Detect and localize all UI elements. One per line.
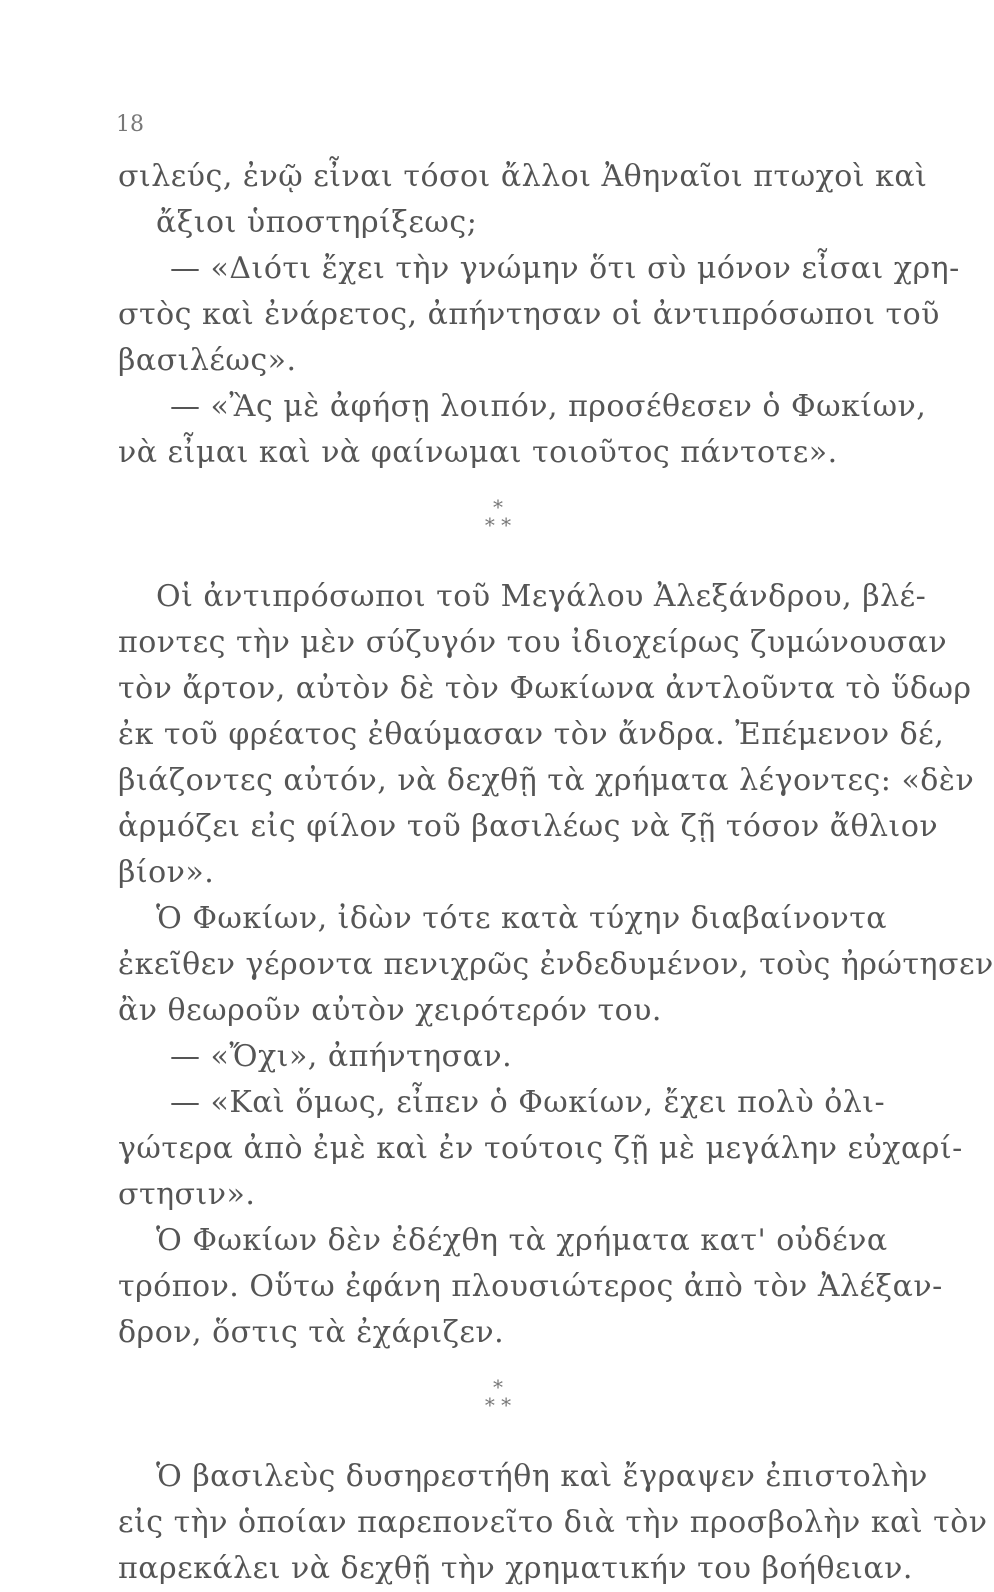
page-text [118,154,994,1592]
paragraph-block-1 [118,154,960,476]
text-line: — «Ἂς μὲ ἀφήσῃ λοιπόν, προσέθεσεν ὁ Φωκίων, [170,389,927,424]
text-line: στησιν». [118,1177,256,1212]
page-number: 18 [116,112,144,137]
text-line: Ὁ Φωκίων, ἰδὼν τότε κατὰ τύχην διαβαίνοντα [156,901,888,936]
text-line: ἐκ τοῦ φρέατος ἐθαύμασαν τὸν ἄνδρα. Ἐπέμενον δέ, [118,717,945,752]
text-line: σιλεύς, ἐνῷ εἶναι τόσοι ἄλλοι Ἀθηναῖοι πτωχοὶ καὶ [118,159,928,194]
text-line: — «Καὶ ὅμως, εἶπεν ὁ Φωκίων, ἔχει πολὺ ὀλι- [170,1085,886,1120]
asterisk-top: * [493,495,503,519]
asterisk-bottom: * * [484,1393,512,1417]
text-line: στὸς καὶ ἐνάρετος, ἀπήντησαν οἱ ἀντιπρόσωποι τοῦ [118,297,940,332]
text-line: βιάζοντες αὐτόν, νὰ δεχθῇ τὰ χρήματα λέγοντες: «δὲν [118,763,975,798]
section-separator [118,1375,878,1438]
paragraph-block-2 [118,574,994,1356]
text-line: ποντες τὴν μὲν σύζυγόν του ἰδιοχείρως ζυμώνουσαν [118,625,948,660]
text-line: ἄξιοι ὑποστηρίξεως; [156,205,478,240]
text-line: ἁρμόζει εἰς φίλον τοῦ βασιλέως νὰ ζῇ τόσον ἄθλιον [118,809,939,844]
asterisk-top: * [493,1375,503,1399]
text-line: τρόπον. Οὕτω ἐφάνη πλουσιώτερος ἀπὸ τὸν Ἀλέξαν- [118,1269,943,1304]
text-line: παρεκάλει νὰ δεχθῇ τὴν χρηματικήν του βοήθειαν. [118,1551,913,1586]
text-line: Οἱ ἀντιπρόσωποι τοῦ Μεγάλου Ἀλεξάνδρου, βλέ- [156,579,927,614]
text-line: γώτερα ἀπὸ ἐμὲ καὶ ἐν τούτοις ζῇ μὲ μεγάλην εὐχαρί- [118,1131,963,1166]
text-line: δρον, ὅστις τὰ ἐχάριζεν. [118,1315,505,1350]
text-line: — «Ὄχι», ἀπήντησαν. [170,1039,513,1074]
text-line: — «Διότι ἔχει τὴν γνώμην ὅτι σὺ μόνον εἶσαι χρη- [170,251,960,286]
text-line: ἐκεῖθεν γέροντα πενιχρῶς ἐνδεδυμένον, τοὺς ἠρώτησεν [118,947,994,982]
section-separator [118,495,878,558]
paragraph-block-3 [118,1454,988,1592]
text-line: νὰ εἶμαι καὶ νὰ φαίνωμαι τοιοῦτος πάντοτε». [118,435,838,470]
text-line: ἂν θεωροῦν αὐτὸν χειρότερόν του. [118,993,662,1028]
text-line: βίον». [118,855,215,890]
text-line: τὸν ἄρτον, αὐτὸν δὲ τὸν Φωκίωνα ἀντλοῦντα τὸ ὕδωρ [118,671,972,706]
text-line: εἰς τὴν ὁποίαν παρεπονεῖτο διὰ τὴν προσβολὴν καὶ τὸν [118,1505,988,1540]
text-line: Ὁ Φωκίων δὲν ἐδέχθη τὰ χρήματα κατ' οὐδένα [156,1223,888,1258]
text-line: βασιλέως». [118,343,297,378]
asterisk-bottom: * * [484,513,512,537]
text-line: Ὁ βασιλεὺς δυσηρεστήθη καὶ ἔγραψεν ἐπιστολὴν [156,1459,928,1494]
